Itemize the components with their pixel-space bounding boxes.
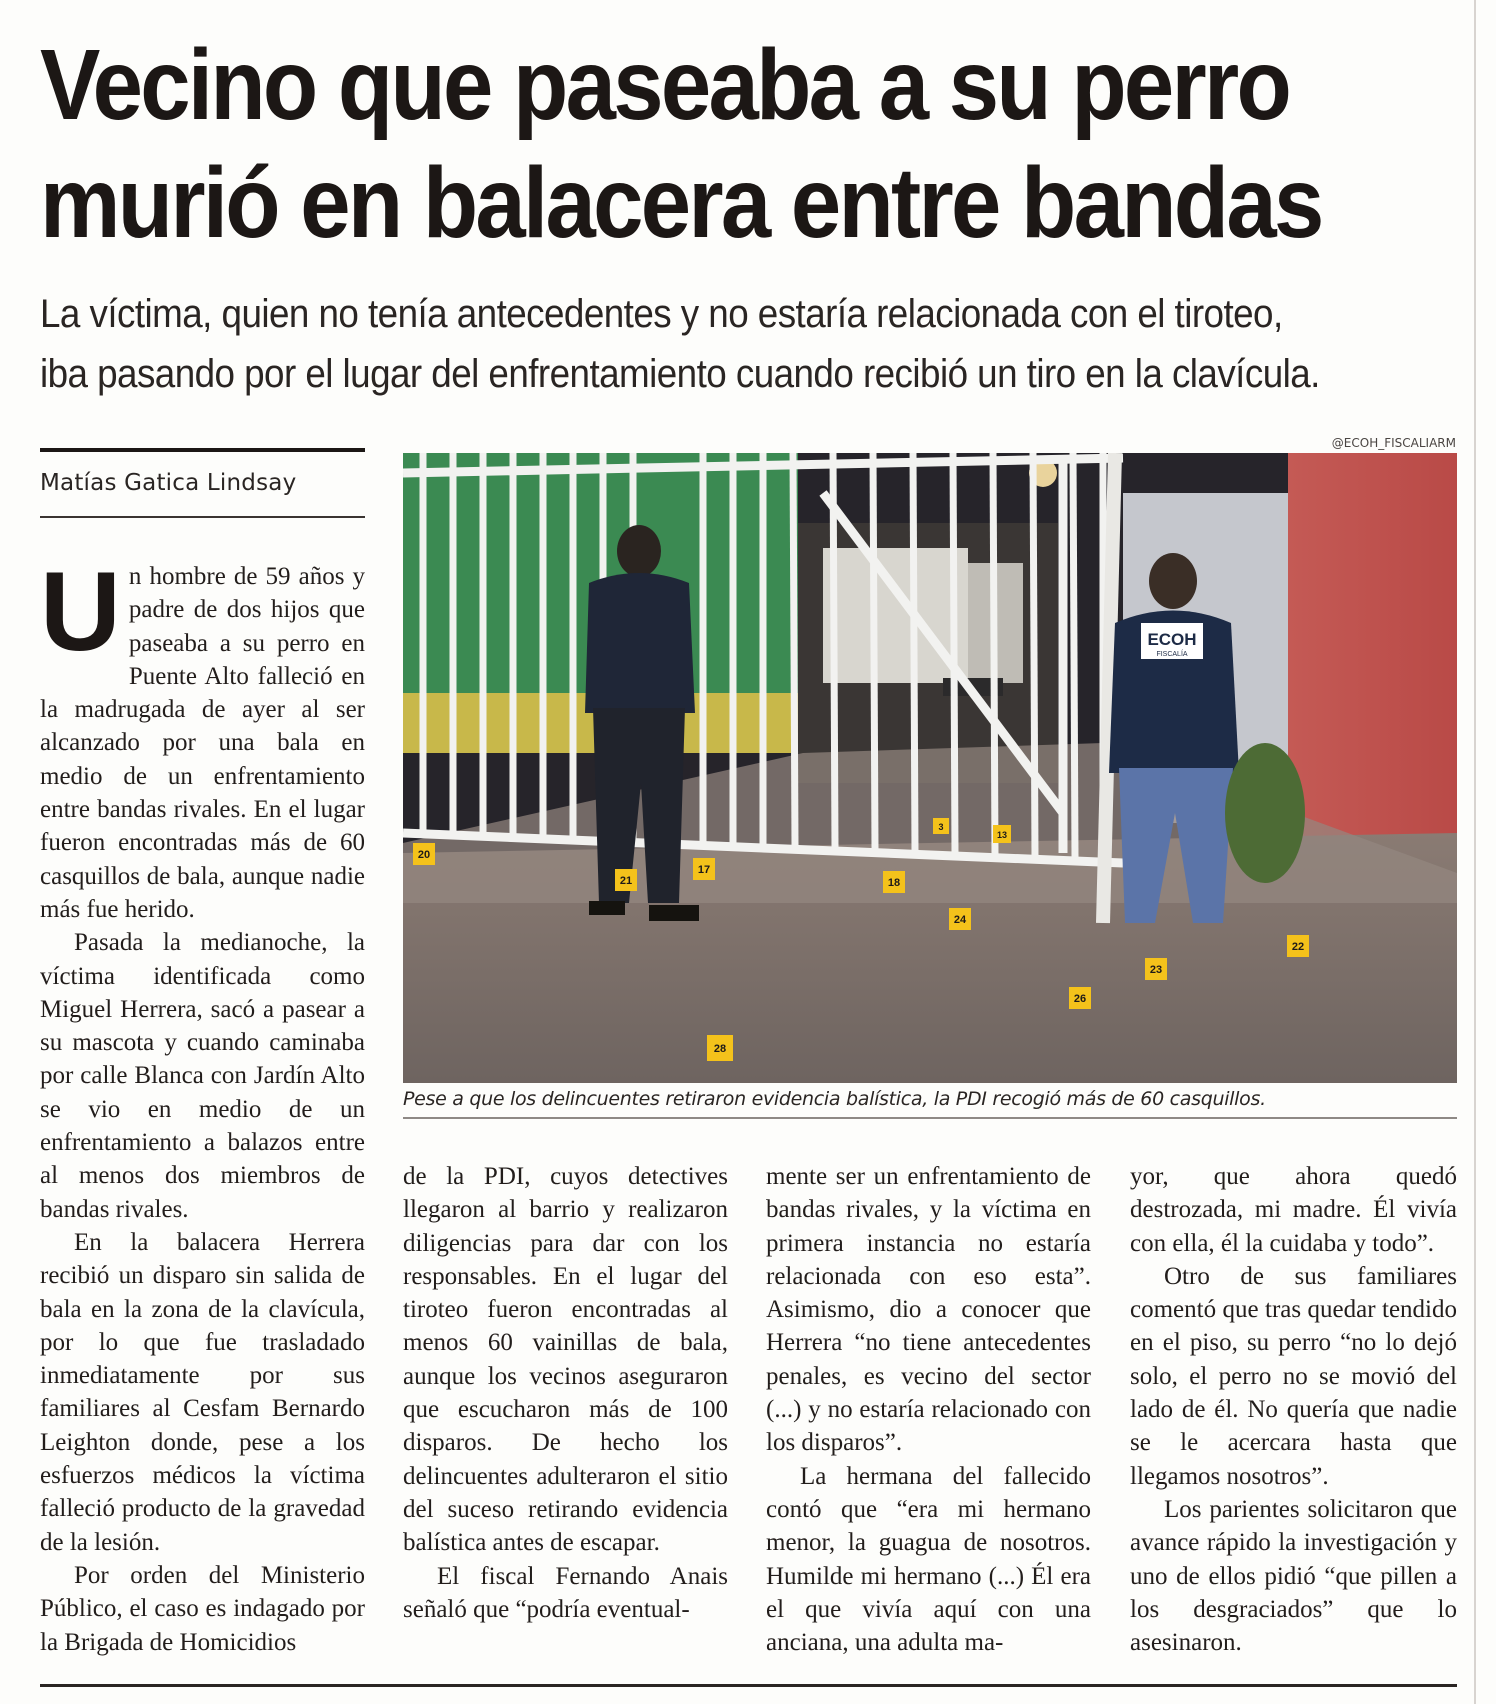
paragraph: yor, que ahora quedó destrozada, mi madre. Él vivía con ella, él la cuidaba y todo”. bbox=[1130, 1163, 1457, 1257]
deck-subtitle: La víctima, quien no tenía antecedentes y no estaría relacionada con el tiroteo, iba pasando por el lugar del enfrentamiento cuando recibió un tiro en la clavícula. bbox=[40, 292, 1320, 396]
svg-text:22: 22 bbox=[1291, 941, 1305, 953]
page-bottom-rule bbox=[40, 1684, 1457, 1687]
evidence-marker bbox=[993, 825, 1011, 843]
body-column-1 bbox=[40, 549, 365, 1670]
evidence-marker bbox=[707, 1035, 733, 1061]
byline-author: Matías Gatica Lindsay bbox=[40, 470, 297, 496]
photo-caption: Pese a que los delincuentes retiraron evidencia balística, la PDI recogió más de 60 casquillos. bbox=[403, 1088, 1266, 1110]
svg-text:17: 17 bbox=[697, 864, 711, 876]
evidence-marker bbox=[1069, 987, 1091, 1009]
paragraph: Los parientes solicitaron que avance rápido la investigación y uno de ellos pidió “que pillen a los desgraciados” que lo asesinaron. bbox=[1130, 1495, 1457, 1657]
paragraph: El fiscal Fernando Anais señaló que “podría eventual- bbox=[403, 1562, 728, 1623]
evidence-marker bbox=[933, 818, 949, 834]
evidence-marker bbox=[615, 869, 637, 891]
paragraph: Pasada la medianoche, la víctima identificada como Miguel Herrera, sacó a pasear a su mascota y cuando caminaba por calle Blanca con Jardín Alto se vio en medio de un enfrentamiento a balazos entre al menos dos miembros de bandas rivales. bbox=[40, 929, 365, 1223]
evidence-marker bbox=[413, 843, 435, 865]
paragraph: La hermana del fallecido contó que “era mi hermano menor, la guagua de nosotros. Humilde mi hermano (...) Él era el que vivía aquí con una anciana, una adulta ma- bbox=[766, 1462, 1091, 1657]
evidence-marker bbox=[693, 858, 715, 880]
caption-rule bbox=[403, 1117, 1457, 1119]
evidence-marker bbox=[1287, 935, 1309, 957]
body-column-2 bbox=[403, 1160, 728, 1626]
news-photo bbox=[403, 453, 1457, 1083]
svg-text:28: 28 bbox=[713, 1043, 727, 1055]
svg-text:13: 13 bbox=[996, 830, 1008, 840]
paragraph: En la balacera Herrera recibió un disparo sin salida de bala en la zona de la clavícula, por lo que fue trasladado inmediatamente por sus familiares al Cesfam Bernardo Leighton donde, pese a los esfuerzos médicos la víctima falleció producto de la gravedad de la lesión. bbox=[40, 1228, 365, 1556]
svg-text:21: 21 bbox=[619, 875, 633, 887]
page-edge bbox=[1474, 0, 1476, 1704]
paragraph: n hombre de 59 años y padre de dos hijos que paseaba a su perro en Puente Alto falleció en la madrugada de ayer al ser alcanzado por una bala en medio de un enfrentamiento entre bandas rivales. En el lugar fueron encontradas más de 60 casquillos de bala, aunque nadie más fue herido. bbox=[40, 563, 365, 923]
evidence-marker bbox=[1145, 958, 1167, 980]
svg-text:26: 26 bbox=[1073, 993, 1087, 1005]
dropcap-letter: U bbox=[40, 549, 121, 674]
headline: Vecino que paseaba a su perro murió en balacera entre bandas bbox=[40, 29, 1322, 259]
paragraph: mente ser un enfrentamiento de bandas rivales, y la víctima en primera instancia no estaría relacionada con eso esta”. Asimismo, dio a conocer que Herrera “no tiene antecedentes penales, es vecino del sector (...) y no estaría relacionado con los disparos”. bbox=[766, 1163, 1091, 1457]
svg-text:24: 24 bbox=[953, 914, 967, 926]
body-column-4 bbox=[1130, 1160, 1457, 1659]
svg-text:3: 3 bbox=[938, 822, 944, 832]
photo-credit: @ECOH_FISCALIARM bbox=[1331, 436, 1456, 450]
author-bottom-rule bbox=[40, 516, 365, 518]
paragraph: de la PDI, cuyos detectives llegaron al barrio y realizaron diligencias para dar con los responsables. En el lugar del tiroteo fueron encontradas al menos 60 vainillas de bala, aunque los vecinos aseguraron que escucharon más de 100 disparos. De hecho los delincuentes adulteraron el sitio del suceso retirando evidencia balística antes de escapar. bbox=[403, 1163, 728, 1557]
svg-text:23: 23 bbox=[1149, 964, 1163, 976]
svg-text:18: 18 bbox=[887, 877, 901, 889]
vest-label: ECOH bbox=[1147, 630, 1197, 649]
body-column-3 bbox=[766, 1160, 1091, 1659]
paragraph: Por orden del Ministerio Público, el caso es indagado por la Brigada de Homicidios bbox=[40, 1561, 365, 1656]
svg-text:20: 20 bbox=[417, 849, 431, 861]
evidence-marker bbox=[883, 871, 905, 893]
vest-sublabel: FISCALÍA bbox=[1156, 651, 1188, 658]
author-top-rule bbox=[40, 448, 365, 452]
evidence-marker bbox=[949, 908, 971, 930]
paragraph: Otro de sus familiares comentó que tras quedar tendido en el piso, su perro “no lo dejó solo, el perro no se movió del lado de él. No quería que nadie se le acercara hasta que llegamos nosotros”. bbox=[1130, 1262, 1457, 1490]
